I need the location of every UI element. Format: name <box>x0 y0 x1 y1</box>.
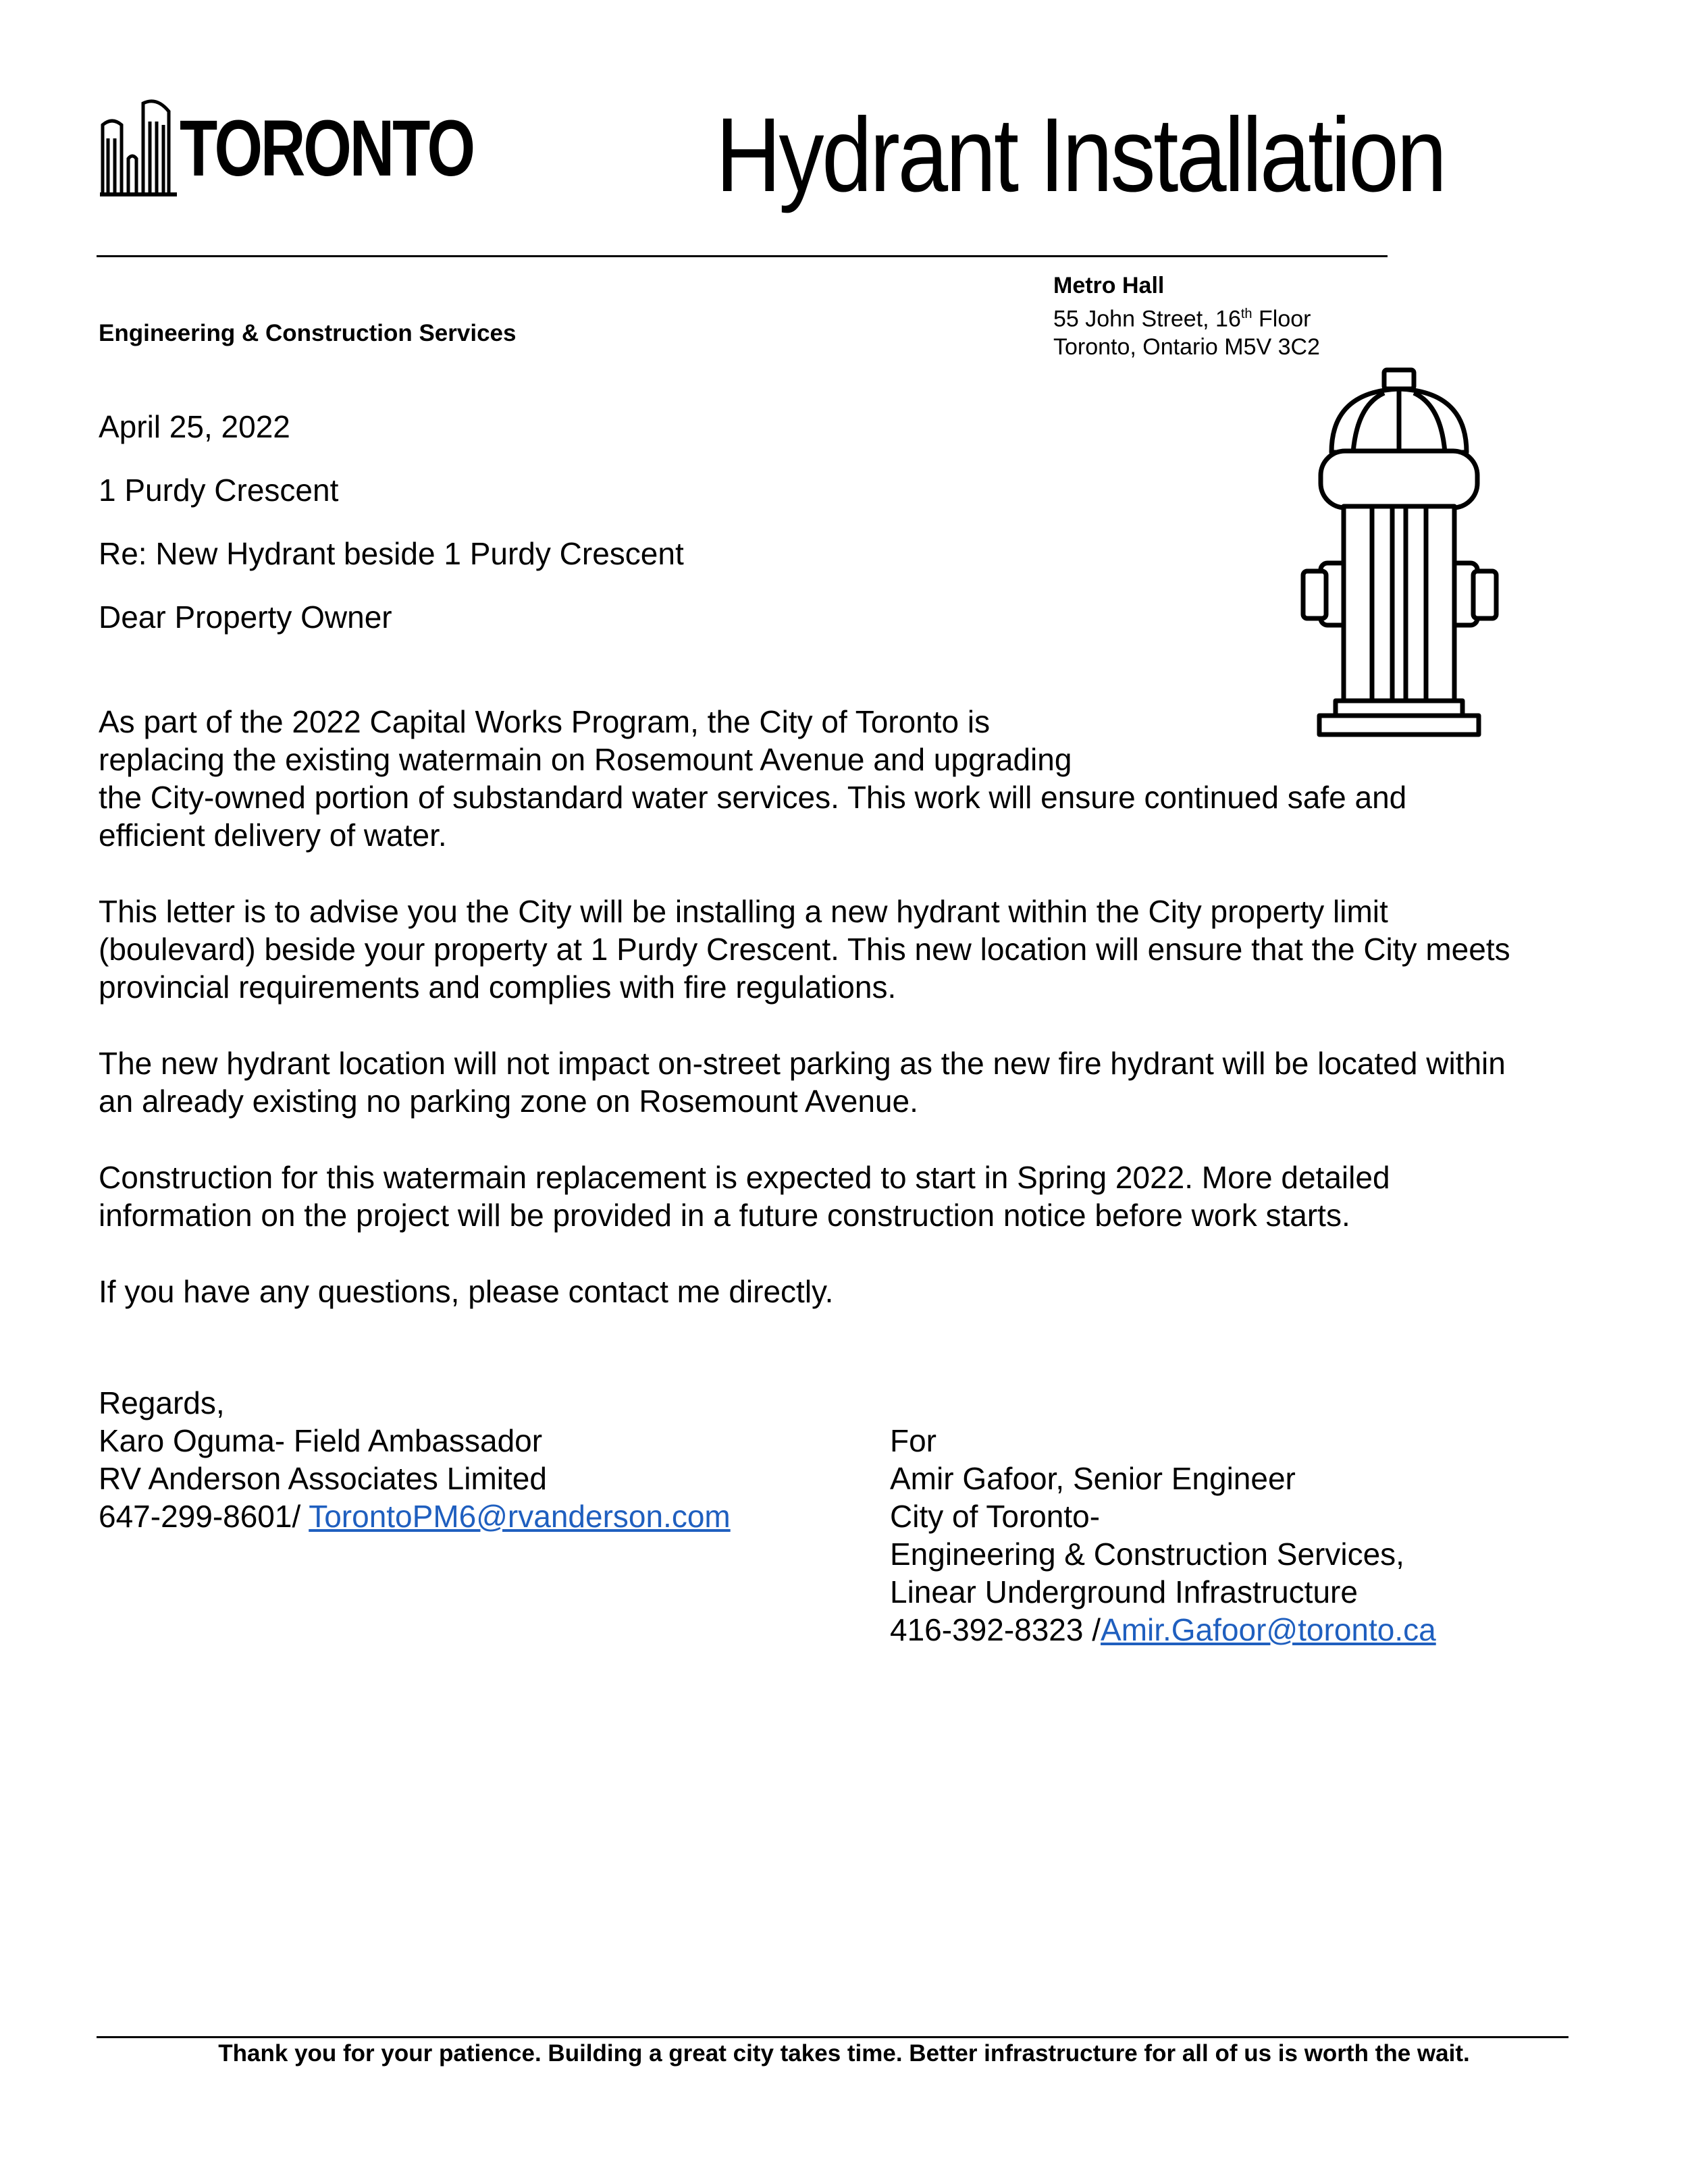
letter-date: April 25, 2022 <box>99 409 290 444</box>
sender-phone: 647-299-8601/ <box>99 1499 309 1534</box>
department-name: Engineering & Construction Services <box>99 320 517 346</box>
logo-wordmark: TORONTO <box>180 104 473 193</box>
toronto-logo <box>99 98 473 199</box>
signature-right <box>890 1422 1436 1649</box>
engineer-org-2: Engineering & Construction Services, <box>890 1537 1404 1572</box>
address-building: Metro Hall <box>1053 273 1165 298</box>
address-city: Toronto, Ontario M5V 3C2 <box>1053 334 1320 361</box>
paragraph-2: This letter is to advise you the City will be installing a new hydrant within the City property limit (boulevard) beside your property at 1 Purdy Crescent. This new location will ensure that the City meets provincial requirements and complies with fire regulations. <box>99 894 1510 1005</box>
sender-name: Karo Oguma- Field Ambassador <box>99 1423 543 1458</box>
engineer-name: Amir Gafoor, Senior Engineer <box>890 1461 1296 1496</box>
paragraph-5: If you have any questions, please contact me directly. <box>99 1274 834 1309</box>
paragraph-4: Construction for this watermain replacement is expected to start in Spring 2022. More detailed information on the project will be provided in a future construction notice before work starts. <box>99 1160 1390 1233</box>
closing: Regards, <box>99 1385 225 1420</box>
recipient-address: 1 Purdy Crescent <box>99 473 339 508</box>
footer-divider <box>97 2036 1568 2038</box>
re-line: Re: New Hydrant beside 1 Purdy Crescent <box>99 536 684 571</box>
engineer-org-3: Linear Underground Infrastructure <box>890 1574 1358 1609</box>
engineer-org-1: City of Toronto- <box>890 1499 1101 1534</box>
header-divider <box>97 255 1388 257</box>
for-label: For <box>890 1423 937 1458</box>
page-title: Hydrant Installation <box>716 97 1445 214</box>
city-hall-towers-icon <box>99 98 180 199</box>
sender-email-link[interactable]: TorontoPM6@rvanderson.com <box>309 1499 731 1534</box>
office-address <box>1053 271 1320 361</box>
engineer-contact <box>890 1611 1436 1649</box>
engineer-phone: 416-392-8323 / <box>890 1612 1101 1647</box>
salutation: Dear Property Owner <box>99 600 392 635</box>
address-street: 55 John Street, 16th Floor <box>1053 306 1311 332</box>
sender-contact <box>99 1497 731 1535</box>
fire-hydrant-icon <box>1283 365 1512 756</box>
engineer-email-link[interactable]: Amir.Gafoor@toronto.ca <box>1101 1612 1436 1647</box>
paragraph-3: The new hydrant location will not impact on-street parking as the new fire hydrant will be located within an already existing no parking zone on Rosemount Avenue. <box>99 1046 1506 1119</box>
paragraph-1: As part of the 2022 Capital Works Program, the City of Toronto is replacing the existing watermain on Rosemount Avenue and upgrading the City-owned portion of substandard water services. This work will ensure continued safe and efficient delivery of water. <box>99 704 1407 853</box>
footer-message: Thank you for your patience. Building a great city takes time. Better infrastructure for all of us is worth the wait. <box>218 2040 1470 2067</box>
sender-company: RV Anderson Associates Limited <box>99 1461 547 1496</box>
signature-left <box>99 1384 731 1535</box>
